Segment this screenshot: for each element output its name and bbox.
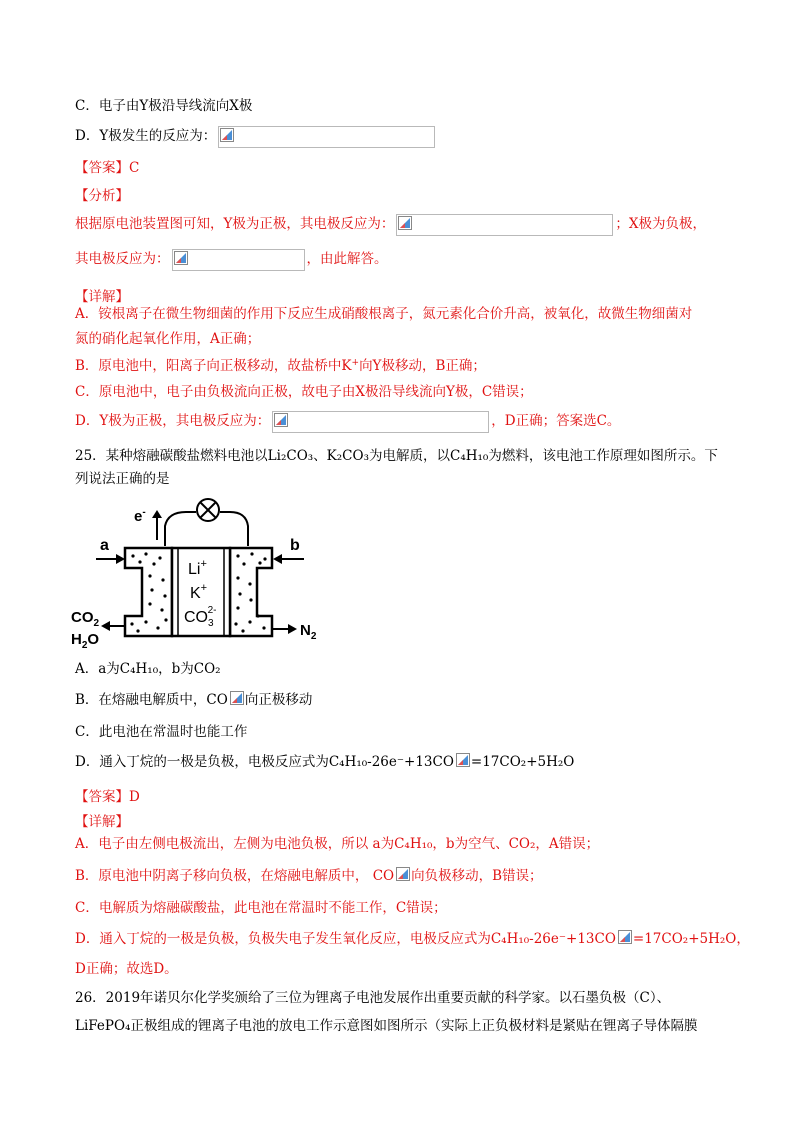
formula-image-placeholder xyxy=(272,411,489,433)
external-wire xyxy=(165,512,196,546)
q24-analysis-head: 【分析】 xyxy=(75,188,129,204)
electrolyte-label-li: Li+ xyxy=(188,558,207,578)
electrolyte-label-co3: $CO_32-$ xyxy=(184,605,217,629)
outlet-arrow-left xyxy=(101,621,110,631)
q24-detail-a-1: A．铵根离子在微生物细菌的作用下反应生成硝酸根离子，氮元素化合价升高，被氧化，故微生物细菌对 xyxy=(75,306,693,322)
q24-answer: 【答案】C xyxy=(75,160,140,176)
q25-detail-b xyxy=(75,862,543,890)
q25-detail-head: 【详解】 xyxy=(75,814,129,830)
formula-image-placeholder xyxy=(396,214,613,236)
q25-option-a: A．a为C₄H₁₀，b为CO₂ xyxy=(75,661,221,677)
inlet-label-a: a xyxy=(100,537,109,554)
q25-detail-a: A．电子由左侧电极流出，左侧为电池负极，所以 a为C₄H₁₀，b为空气、CO₂，A错误； xyxy=(75,836,600,852)
electron-arrow xyxy=(152,510,162,518)
q24-analysis-line-1 xyxy=(75,210,706,238)
q24-detail-d-text: ，D正确；答案选C。 xyxy=(491,413,621,429)
q25-detail-b-text: B．原电池中阴离子移向负极，在熔融电解质中， CO xyxy=(75,868,395,884)
q25-stem-line-1: 25．某种熔融碳酸盐燃料电池以Li₂CO₃、K₂CO₃为电解质，以C₄H₁₀为燃料，该电池工作原理如图所示。下 xyxy=(75,448,718,464)
q24-option-c: C．电子由Y极沿导线流向X极 xyxy=(75,98,253,114)
broken-image-icon xyxy=(618,930,632,944)
q25-option-d-text: =17CO₂+5H₂O xyxy=(470,754,575,770)
superscript: + xyxy=(351,358,360,368)
q25-option-b-text: 向正极移动 xyxy=(244,692,313,708)
q25-detail-d-text: =17CO₂+5H₂O， xyxy=(632,931,750,947)
formula-image-placeholder xyxy=(172,249,305,271)
inlet-arrow-b xyxy=(273,554,282,564)
broken-image-icon xyxy=(230,691,244,705)
broken-image-icon xyxy=(396,867,410,881)
q24-detail-a-2: 氮的硝化起氧化作用，A正确； xyxy=(75,331,261,347)
q24-analysis-text: 根据原电池装置图可知，Y极为正极，其电极反应为： xyxy=(75,216,395,232)
outlet-arrow-right xyxy=(288,624,297,634)
formula-image-placeholder xyxy=(455,752,470,774)
q24-detail-head: 【详解】 xyxy=(75,289,129,305)
formula-image-placeholder xyxy=(395,866,410,888)
outlet-label-n2: $N_2$ xyxy=(300,622,317,642)
q24-analysis-text: 其电极反应为： xyxy=(75,251,170,267)
q24-option-d-text: D．Y极发生的反应为： xyxy=(75,128,217,144)
q24-detail-c: C．原电池中，电子由负极流向正极，故电子由X极沿导线流向Y极，C错误； xyxy=(75,384,533,400)
q24-detail-d-text: D．Y极为正极，其电极反应为： xyxy=(75,413,271,429)
q25-stem-line-2: 列说法正确的是 xyxy=(75,471,170,487)
broken-image-icon xyxy=(174,251,188,265)
fuel-cell-diagram xyxy=(68,488,328,658)
q26-stem-line-2: LiFePO₄正极组成的锂离子电池的放电工作示意图如图所示（实际上正负极材料是紧贴在锂离子导体隔膜 xyxy=(75,1018,698,1034)
q25-option-d-text: D．通入丁烷的一极是负极，电极反应式为C₄H₁₀-26e⁻+13CO xyxy=(75,754,454,770)
outlet-label-h2o: $H_2O$ xyxy=(71,631,100,651)
q25-answer: 【答案】D xyxy=(75,789,140,805)
external-wire xyxy=(220,512,248,546)
inlet-arrow-a xyxy=(116,554,125,564)
q24-option-d xyxy=(75,122,437,150)
broken-image-icon xyxy=(220,128,234,142)
q24-analysis-text: ，由此解答。 xyxy=(306,251,388,267)
broken-image-icon xyxy=(274,413,288,427)
q25-detail-b-text: 向负极移动，B错误； xyxy=(411,868,543,884)
electron-label: e- xyxy=(134,507,146,525)
q25-detail-d-text: D．通入丁烷的一极是负极，负极失电子发生氧化反应，电极反应式为C₄H₁₀-26e⁻+13CO xyxy=(75,931,616,947)
q24-detail-d xyxy=(75,407,620,435)
q24-analysis-text: ；X极为负极， xyxy=(615,216,707,232)
broken-image-icon xyxy=(456,753,470,767)
q25-detail-d-2: D正确；故选D。 xyxy=(75,961,178,977)
formula-image-placeholder xyxy=(617,929,632,951)
q24-detail-b-text: 向Y极移动，B正确； xyxy=(359,358,486,374)
q25-option-b-text: B．在熔融电解质中，CO xyxy=(75,692,228,708)
q25-option-b xyxy=(75,686,312,714)
q26-stem-line-1: 26．2019年诺贝尔化学奖颁给了三位为锂离子电池发展作出重要贡献的科学家。以石墨负极（C）、 xyxy=(75,990,671,1006)
outlet-label-co2: $CO_2$ xyxy=(71,609,100,629)
q25-detail-d xyxy=(75,925,750,953)
q24-detail-b xyxy=(75,352,486,380)
inlet-label-b: b xyxy=(290,537,300,554)
q25-detail-c: C．电解质为熔融碳酸盐，此电池在常温时不能工作，C错误； xyxy=(75,900,447,916)
q25-option-d xyxy=(75,748,574,776)
q24-analysis-line-2 xyxy=(75,245,388,273)
formula-image-placeholder xyxy=(229,690,244,712)
broken-image-icon xyxy=(398,216,412,230)
q25-option-c: C．此电池在常温时也能工作 xyxy=(75,724,248,740)
q24-detail-b-text: B．原电池中，阳离子向正极移动，故盐桥中K xyxy=(75,358,352,374)
formula-image-placeholder xyxy=(218,126,435,148)
electrolyte-label-k: K+ xyxy=(190,582,208,602)
